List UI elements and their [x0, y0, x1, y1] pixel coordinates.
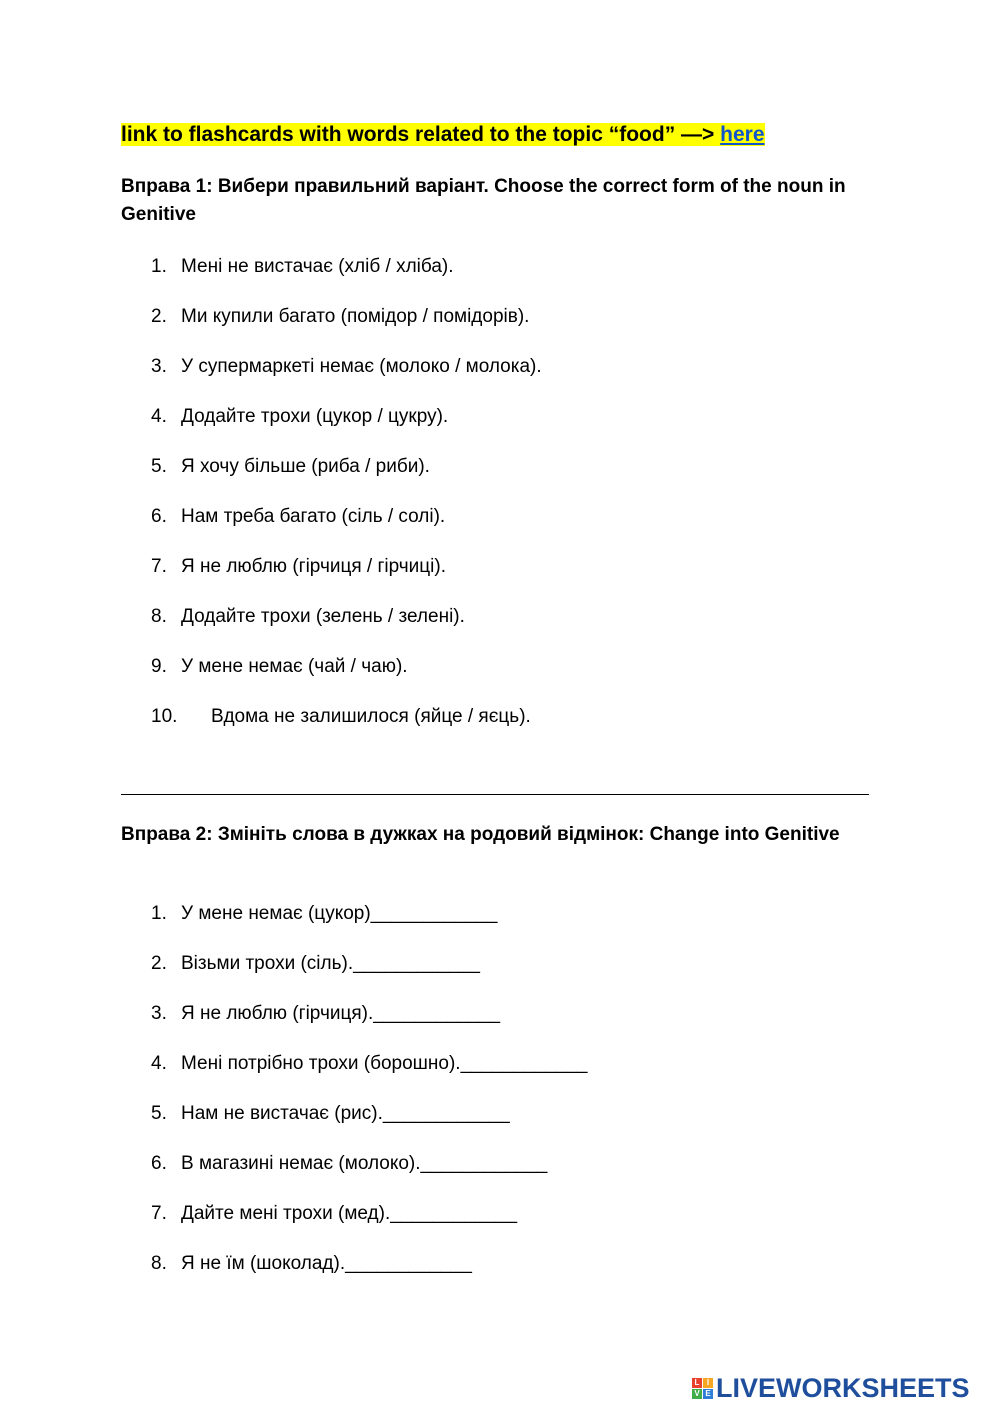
logo-mark-letter: I: [703, 1378, 713, 1388]
exercise2-item: [151, 951, 480, 977]
item-text: Додайте трохи (цукор / цукру).: [181, 406, 449, 427]
logo-text: LIVEWORKSHEETS: [716, 1372, 970, 1403]
flashcards-link-line: [121, 120, 765, 150]
exercise2-item: [151, 1201, 517, 1227]
item-number: 7.: [151, 556, 167, 577]
item-number: 6.: [151, 1153, 167, 1174]
exercise1-item: [151, 654, 408, 680]
item-number: 3.: [151, 356, 167, 377]
flashcards-link[interactable]: here: [720, 123, 765, 146]
logo-mark-icon: [692, 1378, 713, 1399]
item-text: Мені не вистачає (хліб / хліба).: [181, 256, 454, 277]
item-number: 6.: [151, 506, 167, 527]
item-number: 8.: [151, 606, 167, 627]
exercise1-item: [151, 304, 529, 330]
item-text: Дайте мені трохи (мед).____________: [181, 1203, 518, 1224]
logo-mark-letter: L: [692, 1378, 702, 1388]
item-text: Додайте трохи (зелень / зелені).: [181, 606, 465, 627]
item-number: 1.: [151, 903, 167, 924]
item-text: Нам треба багато (сіль / солі).: [181, 506, 446, 527]
item-text: Нам не вистачає (рис).____________: [181, 1103, 510, 1124]
exercise2-item: [151, 1251, 472, 1277]
item-text: Я не їм (шоколад).____________: [181, 1253, 472, 1274]
logo-mark-letter: E: [703, 1389, 713, 1399]
item-text: У мене немає (цукор)____________: [181, 903, 498, 924]
exercise1-item: [151, 254, 454, 280]
item-text: У супермаркеті немає (молоко / молока).: [181, 356, 542, 377]
item-number: 4.: [151, 406, 167, 427]
liveworksheets-logo: [692, 1372, 970, 1404]
item-text: Я хочу більше (риба / риби).: [181, 456, 430, 477]
item-number: 1.: [151, 256, 167, 277]
exercise1-item: [151, 604, 465, 630]
exercise1-item: [151, 354, 542, 380]
item-number: 4.: [151, 1053, 167, 1074]
item-number: 5.: [151, 1103, 167, 1124]
logo-mark-letter: V: [692, 1389, 702, 1399]
exercise1-item: [151, 404, 448, 430]
exercise2-heading: Вправа 2: Змініть слова в дужках на родовий відмінок: Change into Genitive: [121, 824, 840, 845]
item-number: 9.: [151, 656, 167, 677]
item-number: 10.: [151, 706, 178, 727]
exercise2-item: [151, 1051, 587, 1077]
exercise1-item: [151, 704, 531, 730]
item-text: Я не люблю (гірчиця / гірчиці).: [181, 556, 446, 577]
item-text: У мене немає (чай / чаю).: [181, 656, 408, 677]
item-text: Ми купили багато (помідор / помідорів).: [181, 306, 530, 327]
item-text: Вдома не залишилося (яйце / яєць).: [211, 706, 531, 727]
exercise1-item: [151, 454, 430, 480]
exercise2-item: [151, 1001, 500, 1027]
exercise2-item: [151, 1151, 547, 1177]
section-divider: [121, 794, 869, 795]
exercise2-item: [151, 1101, 510, 1127]
item-text: Візьми трохи (сіль).____________: [181, 953, 480, 974]
item-number: 2.: [151, 953, 167, 974]
item-number: 2.: [151, 306, 167, 327]
exercise2-item: [151, 901, 497, 927]
highlighted-text: link to flashcards with words related to the topic “food” —>: [121, 123, 721, 146]
item-number: 8.: [151, 1253, 167, 1274]
exercise1-heading: Вправа 1: Вибери правильний варіант. Choose the correct form of the noun in Genitive: [121, 176, 846, 225]
item-number: 3.: [151, 1003, 167, 1024]
exercise1-item: [151, 504, 445, 530]
item-text: Мені потрібно трохи (борошно).____________: [181, 1053, 588, 1074]
item-number: 5.: [151, 456, 167, 477]
item-text: В магазині немає (молоко).____________: [181, 1153, 548, 1174]
item-number: 7.: [151, 1203, 167, 1224]
item-text: Я не люблю (гірчиця).____________: [181, 1003, 501, 1024]
exercise1-item: [151, 554, 446, 580]
